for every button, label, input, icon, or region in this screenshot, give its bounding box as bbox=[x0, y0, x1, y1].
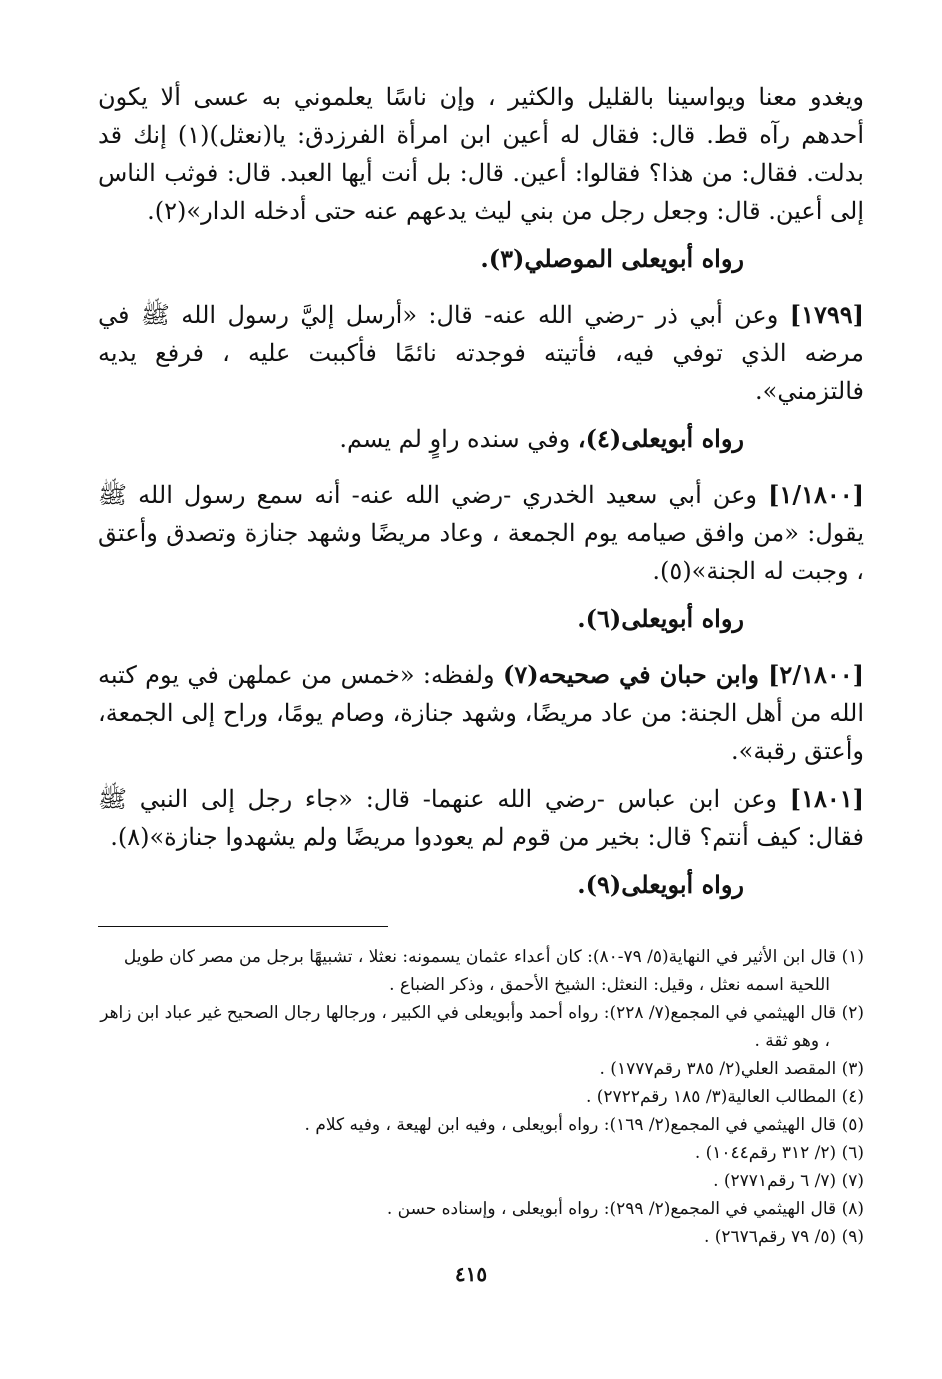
page-number: ٤١٥ bbox=[454, 1262, 488, 1286]
narration-text: رواه أبويعلى(٩). bbox=[577, 870, 744, 899]
footnote: (٦) (٢/ ٣١٢ رقم١٠٤٤) . bbox=[694, 1143, 864, 1163]
narration-note bbox=[98, 240, 864, 278]
narration-note bbox=[98, 866, 864, 904]
hadith-number: [٢/١٨٠٠] bbox=[768, 660, 864, 689]
footnote: (٧) (٧/ ٦ رقم٢٧٧١) . bbox=[713, 1171, 864, 1191]
hadith-text: وعن ابن عباس -رضي الله عنهما- قال: «جاء رجل إلى النبي ﷺ فقال: كيف أنتم؟ قال: بخير من قوم لم يعودوا مريضًا ولم يشهدوا جنازة»(٨). bbox=[98, 785, 864, 851]
paragraph-text: ويغدو معنا ويواسينا بالقليل والكثير ، وإن ناسًا يعلموني به عسى ألا يكون أحدهم رآه قط. قال: فقال له أعين ابن امرأة الفرزدق: يا(نعثل)(١) إنك قد بدلت. فقال: من هذا؟ فقالوا: أعين. قال: بل أنت أيها العبد. قال: فوثب الناس إلى أعين. قال: وجعل رجل من بني ليث يدعهم عنه حتى أدخله الدار»(٢). bbox=[98, 83, 865, 225]
footnote: (٤) المطالب العالية(٣/ ١٨٥ رقم٢٧٢٢) . bbox=[585, 1087, 864, 1107]
footnote: (٨) قال الهيثمي في المجمع(٢/ ٢٩٩): رواه أبويعلى ، وإسناده حسن . bbox=[386, 1199, 864, 1219]
hadith-text: ولفظه: «خمس من عملهن في يوم كتبه الله من أهل الجنة: من عاد مريضًا، وشهد جنازة، وصام يومًا، وراح إلى الجمعة، وأعتق رقبة». bbox=[98, 661, 864, 765]
hadith-1801 bbox=[98, 780, 864, 856]
hadith-number: [١٧٩٩] bbox=[789, 300, 864, 329]
hadith-text: وعن أبي ذر -رضي الله عنه- قال: «أرسل إليَّ رسول الله ﷺ في مرضه الذي توفي فيه، فأتيته فوجدته نائمًا فأكببت عليه ، فرفع يديه فالتزمني». bbox=[98, 301, 864, 405]
footnote: (١) قال ابن الأثير في النهاية(٥/ ٧٩-٨٠): كان أعداء عثمان يسمونه: نعثلا ، تشبيهًا برجل من مصر كان طويل اللحية اسمه نعثل ، وقيل: النعثل: الشيخ الأحمق ، وذكر الضباع . bbox=[123, 947, 864, 995]
hadith-text: وعن أبي سعيد الخدري -رضي الله عنه- أنه سمع رسول الله ﷺ يقول: «من وافق صيامه يوم الجمعة ، وعاد مريضًا وشهد جنازة وتصدق وأعتق ، وجبت له الجنة»(٥). bbox=[98, 481, 864, 585]
narration-note bbox=[98, 420, 864, 458]
hadith-1800-1 bbox=[98, 476, 864, 590]
footnote-divider bbox=[98, 926, 388, 927]
footnote: (٥) قال الهيثمي في المجمع(٢/ ١٦٩): رواه أبويعلى ، وفيه ابن لهيعة ، وفيه كلام . bbox=[304, 1115, 864, 1135]
hadith-1799 bbox=[98, 296, 864, 410]
footnote: (٣) المقصد العلي(٢/ ٣٨٥ رقم١٧٧٧) . bbox=[599, 1059, 864, 1079]
hadith-number: [١٨٠١] bbox=[789, 784, 864, 813]
paragraph-continuation bbox=[98, 78, 864, 230]
footnotes bbox=[98, 943, 864, 1251]
narration-comment: وفي سنده راوٍ لم يسم. bbox=[339, 425, 578, 453]
hadith-1800-2 bbox=[98, 656, 864, 770]
hadith-number: [١/١٨٠٠] bbox=[768, 480, 864, 509]
narration-text: رواه أبويعلى(٤)، bbox=[577, 424, 744, 453]
narration-text: رواه أبويعلى(٦). bbox=[577, 604, 744, 633]
footnote: (٢) قال الهيثمي في المجمع(٧/ ٢٢٨): رواه أحمد وأبويعلى في الكبير ، ورجالها رجال الصحيح غير عباد ابن زاهر ، وهو ثقة . bbox=[100, 1003, 864, 1051]
footnote: (٩) (٥/ ٧٩ رقم٢٦٧٦) . bbox=[703, 1227, 864, 1247]
narration-text: رواه أبويعلى الموصلي(٣). bbox=[480, 244, 744, 273]
narration-note bbox=[98, 600, 864, 638]
source-name: وابن حبان في صحيحه(٧) bbox=[502, 660, 769, 689]
